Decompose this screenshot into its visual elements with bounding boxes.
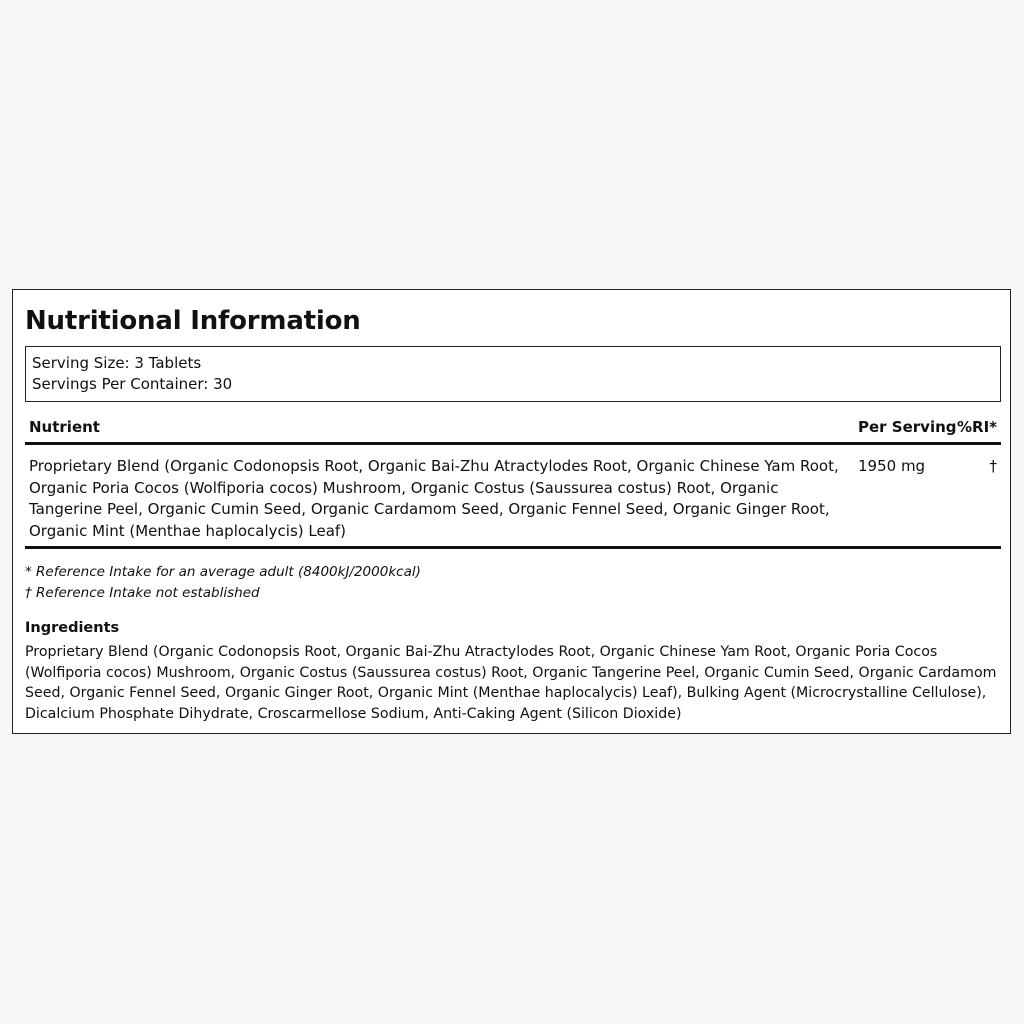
ingredients-text: Proprietary Blend (Organic Codonopsis Root, Organic Bai-Zhu Atractylodes Root, Organic Chinese Yam Root, Organic Poria Cocos (Wolfiporia cocos) Mushroom, Organic Costus (Saussurea costus) Root, Organic Tangerine Peel, Organic Cumin Seed, Organic Cardamom Seed, Organic Fennel Seed, Organic Ginger Root, Organic Mint (Menthae haplocalycis) Leaf), Bulking Agent (Microcrystalline Cellulose), Dicalcium Phosphate Dihydrate, Croscarmellose Sodium, Anti-Caking Agent (Silicon Dioxide) <box>25 644 997 723</box>
ingredients-title: Ingredients <box>25 620 120 636</box>
table-bottom-divider <box>25 546 1001 549</box>
footnotes <box>25 562 1001 603</box>
nutrient-table-header <box>25 416 1001 440</box>
footnote-not-established: † Reference Intake not established <box>25 584 260 601</box>
table-header-divider <box>25 442 1001 445</box>
servings-per-container: Servings Per Container: 30 <box>32 375 233 393</box>
header-ri: %RI* <box>956 418 997 436</box>
row-nutrient: Proprietary Blend (Organic Codonopsis Root, Organic Bai-Zhu Atractylodes Root, Organic Chinese Yam Root, Organic Poria Cocos (Wolfiporia cocos) Mushroom, Organic Costus (Saussurea costus) Root, Organic Tangerine Peel, Organic Cumin Seed, Organic Cardamom Seed, Organic Fennel Seed, Organic Ginger Root, Organic Mint (Menthae haplocalycis) Leaf) <box>29 457 839 540</box>
footnote-reference-intake: * Reference Intake for an average adult (8400kJ/2000kcal) <box>25 564 421 580</box>
header-nutrient: Nutrient <box>29 418 100 436</box>
serving-info-box <box>25 346 1001 402</box>
row-amount: 1950 mg <box>858 457 926 475</box>
serving-size: Serving Size: 3 Tablets <box>32 354 202 372</box>
nutrition-label-panel <box>12 289 1011 734</box>
table-row <box>25 456 1001 542</box>
label-title: Nutritional Information <box>25 306 361 336</box>
row-ri: † <box>989 457 997 475</box>
header-per-serving: Per Serving <box>858 418 957 436</box>
